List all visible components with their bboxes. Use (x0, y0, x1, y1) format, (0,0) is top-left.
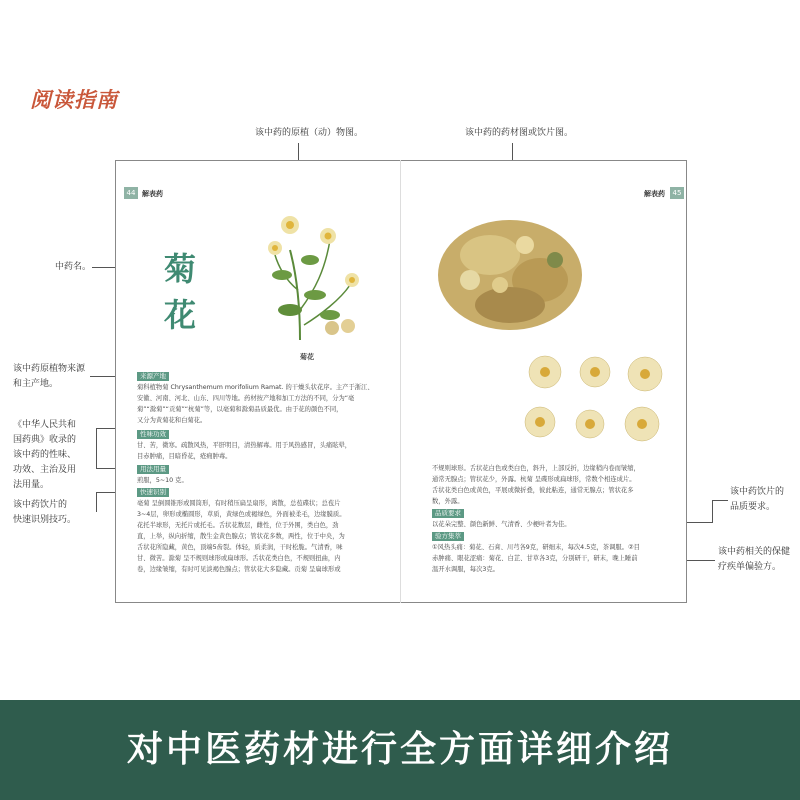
annotation-plant-image: 该中药的原植（动）物图。 (255, 128, 364, 138)
banner-text: 对中医药材进行全方面详细介绍 (126, 729, 673, 770)
plant-caption: 菊花 (300, 353, 314, 361)
section-effect-title: 性味功效 (137, 430, 169, 439)
herb-name-char-2: 花 (164, 296, 197, 334)
annotation-quality: 该中药饮片的 品质要求。 (730, 487, 785, 512)
left-page-number: 44 (124, 187, 138, 199)
section-source-title: 来源产地 (137, 372, 169, 381)
annotation-recipe: 该中药相关的保健 疗疾单偏验方。 (718, 547, 791, 572)
pointer-line (96, 492, 97, 512)
left-page-header: 解表药 (142, 190, 163, 198)
section-identify-continued: 不规则球形。舌状花白色或类白色，斜升，上部反折，边缘稍内卷而皱缩， 通常无腺点；管状花少，外露。杭菊 呈碟形或扁球形，常数个相连成片。 舌状花类白色或黄色，平展或微折叠，彼此粘连，通常无腺点；管状花多 数，外露。 (432, 465, 640, 505)
single-flowers-image (520, 352, 670, 452)
section-identify-text: 亳菊 呈倒圆锥形或圆筒形，有时稍压扁呈扇形，离散，总苞碟状；总苞片 3~4层，卵形或椭圆形，草质，黄绿色或褐绿色，外面被柔毛，边缘膜质。 花托半球形，无托片或托毛。舌状花数层，雌性，位于外围，类白色，劲 直，上举，纵向折缩，散生金黄色腺点；管状花多数，两性，位于中央，为 舌状花所隐藏，黄色，顶端5齿裂。体轻，质柔润，干时松脆。气清香，味 甘、微苦。滁菊 呈不规则球形或扁球形。舌状花类白色，不规则扭曲，内 卷，边缘皱缩，有时可见淡褐色腺点；管状花大多隐藏。贡菊 呈扁球形或 (137, 500, 346, 573)
right-page-header: 解表药 (644, 190, 665, 198)
annotation-plant-source: 该中药原植物来源 和主产地。 (13, 364, 86, 389)
section-identify-title: 快速识别 (137, 488, 169, 497)
herb-pile-image (430, 200, 590, 340)
plant-illustration (260, 200, 370, 350)
right-page-number: 45 (670, 187, 684, 199)
book-spine (400, 160, 401, 603)
section-source-text: 菊科植物菊 Chrysanthemum morifolium Ramat. 的干燥头状花序。主产于浙江、 安徽、河南、河北、山东、四川等地。药材按产地和加工方法的不同，分为“亳 菊”“滁菊”“贡菊”“杭菊”等，以亳菊和滁菊品质最优。由于花的颜色不同， 又分为黄菊花和白菊花。 (137, 384, 374, 424)
section-recipe-title: 验方集萃 (432, 532, 464, 541)
pointer-line (712, 500, 713, 522)
annotation-herb-image: 该中药的药材图或饮片图。 (465, 128, 574, 138)
section-usage-text: 煎服，5~10 克。 (137, 477, 188, 484)
section-recipe-text: ①风热头痛：菊花、石膏、川芎各9克，研细末，每次4.5克，茶调服。②目 赤肿痛、眼花涩痛：菊花、白芷、甘草各3克，分别研干，研末，晚上睡前 温开水调服，每次3克。 (432, 544, 640, 573)
annotation-herb-name: 中药名。 (55, 262, 92, 272)
annotation-identify: 该中药饮片的 快速识别技巧。 (13, 500, 77, 525)
section-quality-title: 品质要求 (432, 509, 464, 518)
herb-name-char-1: 菊 (164, 250, 197, 288)
section-effect-text: 甘、苦，微寒。疏散风热，平肝明目，清热解毒。用于风热感冒，头痛眩晕， 目赤肿痛，目暗昏花，疮痈肿毒。 (137, 442, 352, 460)
annotation-pharmacopoeia: 《中华人民共和 国药典》收录的 该中药的性味、 功效、主治及用 法用量。 (13, 420, 77, 490)
page-title: 阅读指南 (30, 88, 118, 112)
pointer-line (96, 428, 97, 468)
section-usage-title: 用法用量 (137, 465, 169, 474)
section-quality-text: 以花朵完整、颜色新鲜、气清香、少梗叶者为佳。 (432, 521, 571, 528)
